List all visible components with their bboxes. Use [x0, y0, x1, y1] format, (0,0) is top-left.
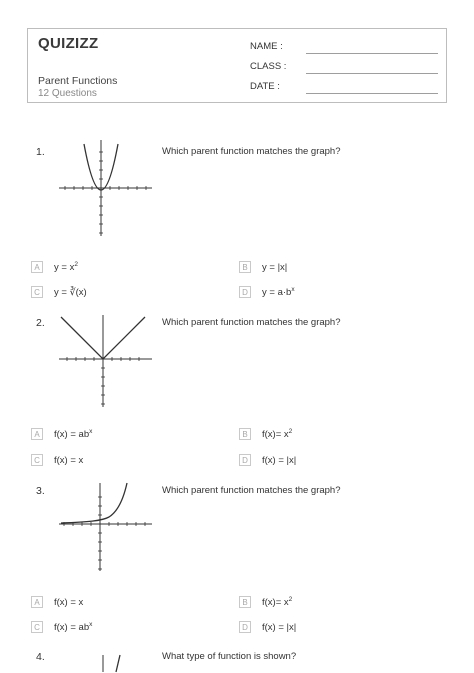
quizizz-logo: QUIZIZZ: [38, 35, 99, 52]
question-number: 4.: [36, 651, 45, 663]
choice-letter: C: [31, 621, 43, 633]
exponential-curve: [61, 483, 127, 523]
question-text: Which parent function matches the graph?: [162, 485, 341, 496]
name-line: [306, 53, 438, 54]
name-field[interactable]: [250, 41, 438, 54]
choice-letter: B: [239, 596, 251, 608]
parabola-graph: [57, 140, 155, 244]
class-label: CLASS :: [250, 61, 287, 72]
choice-letter: C: [31, 286, 43, 298]
absolute-value-graph: [57, 311, 155, 415]
name-label: NAME :: [250, 41, 283, 52]
choice-text: $y = a\cdot b^x$: [262, 286, 295, 299]
question-text: Which parent function matches the graph?: [162, 146, 341, 157]
choice-text: $f(x)= x^2$: [262, 596, 293, 609]
choice-text: f(x) = x: [54, 597, 84, 609]
choice-text: $f(x)= x^2$: [262, 428, 293, 441]
choice-text: f(x) = |x|: [262, 622, 297, 634]
date-line: [306, 93, 438, 94]
choice-text: f(x) = |x|: [262, 455, 297, 467]
worksheet-title: Parent Functions: [38, 75, 118, 87]
choice-letter: D: [239, 286, 251, 298]
choice-letter: D: [239, 454, 251, 466]
question-number: 1.: [36, 146, 45, 158]
class-line: [306, 73, 438, 74]
choice-text: $f(x) = ab^x$: [54, 621, 93, 634]
question-number: 3.: [36, 485, 45, 497]
choice-text: f(x) = x: [54, 455, 84, 467]
choice-text: y = ∛(x): [54, 287, 87, 299]
choice-letter: B: [239, 428, 251, 440]
choice-letter: B: [239, 261, 251, 273]
choice-text: $f(x) = ab^x$: [54, 428, 93, 441]
choice-text: $y = x^2$: [54, 261, 78, 274]
question-text: Which parent function matches the graph?: [162, 317, 341, 328]
choice-letter: A: [31, 428, 43, 440]
date-field[interactable]: [250, 81, 438, 94]
worksheet-header: [27, 28, 447, 103]
choice-text: y = |x|: [262, 262, 288, 274]
choice-letter: C: [31, 454, 43, 466]
choice-letter: A: [31, 596, 43, 608]
partial-graph: [57, 653, 155, 673]
exponential-graph: [57, 479, 155, 579]
choice-letter: A: [31, 261, 43, 273]
question-text: What type of function is shown?: [162, 651, 297, 662]
choice-letter: D: [239, 621, 251, 633]
question-number: 2.: [36, 317, 45, 329]
date-label: DATE :: [250, 81, 280, 92]
class-field[interactable]: [250, 61, 438, 74]
question-count: 12 Questions: [38, 88, 97, 99]
